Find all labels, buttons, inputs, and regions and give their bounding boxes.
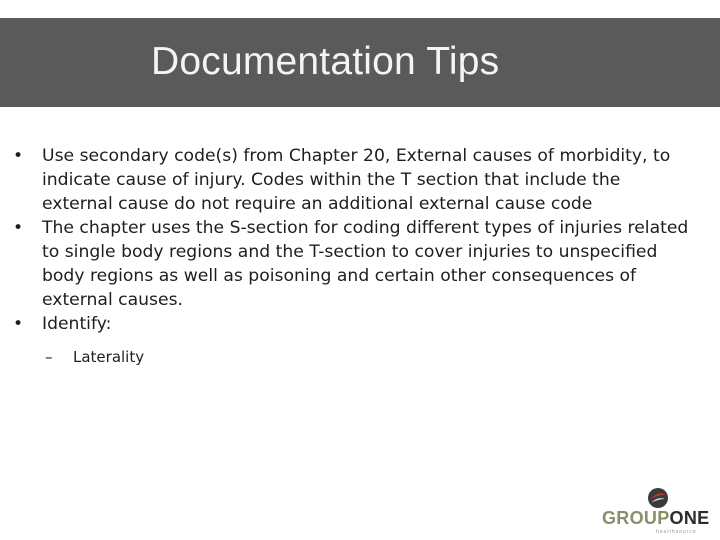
slide-title: Documentation Tips (151, 40, 500, 83)
bullet-item (13, 144, 693, 216)
slide-content (13, 144, 693, 368)
sub-bullet-item (13, 346, 693, 368)
logo-word-group: GROUP (602, 508, 670, 528)
group-one-logo (598, 484, 716, 536)
bullet-marker: • (13, 218, 24, 238)
bullet-item (13, 216, 693, 312)
bullet-marker: • (13, 314, 24, 334)
bullet-text: Use secondary code(s) from Chapter 20, External causes of morbidity, to indicate cause of injury. Codes within the T section that include the external cause do not require an additional external cause code (42, 146, 671, 214)
bullet-text: The chapter uses the S-section for coding different types of injuries related to single body regions and the T-section to cover injuries to unspecified body regions as well as poisoning and certain other consequences of external causes. (42, 218, 689, 310)
bullet-marker: • (13, 146, 24, 166)
sub-bullet-marker: – (45, 348, 53, 366)
bullet-item (13, 312, 693, 336)
group-one-logo-icon (646, 486, 670, 510)
logo-tagline: healthsource (656, 529, 697, 535)
bullet-text: Identify: (42, 314, 112, 334)
logo-wordmark (602, 508, 709, 529)
sub-bullet-text: Laterality (73, 348, 145, 366)
logo-word-one: ONE (669, 508, 710, 528)
